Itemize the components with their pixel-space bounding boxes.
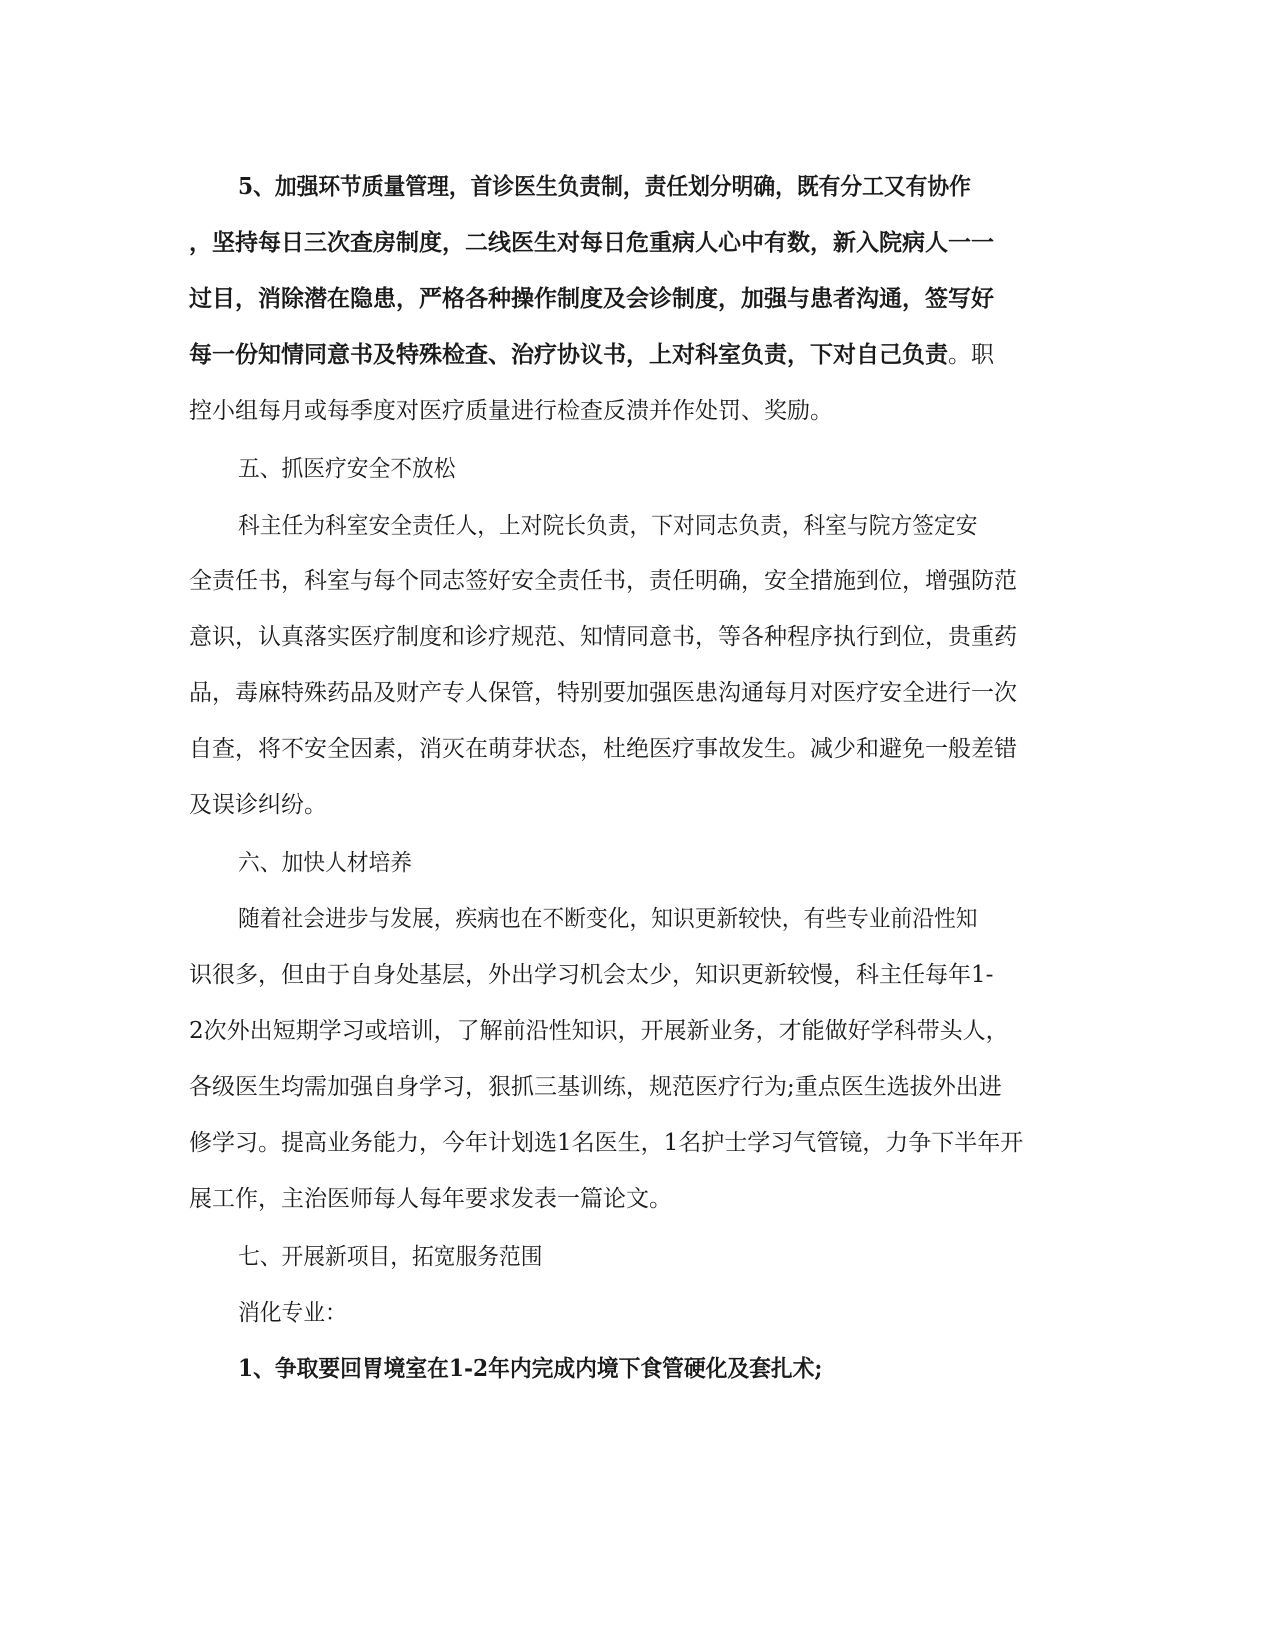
paragraph-line: 及误诊纠纷。 xyxy=(189,792,327,818)
paragraph-line: 全责任书，科室与每个同志签好安全责任书，责任明确，安全措施到位，增强防范 xyxy=(189,568,1017,594)
paragraph-line: 自查，将不安全因素，消灭在萌芽状态，杜绝医疗事故发生。减少和避免一般差错 xyxy=(189,736,1017,762)
paragraph-line: 展工作，主治医师每人每年要求发表一篇论文。 xyxy=(189,1186,672,1212)
bold-segment: 每一份知情同意书及特殊检查、治疗协议书，上对科室负责，下对自己负责 xyxy=(189,341,948,368)
paragraph-line: ，坚持每日三次查房制度，二线医生对每日危重病人心中有数，新入院病人一一 xyxy=(189,229,994,256)
section-heading: 七、开展新项目，拓宽服务范围 xyxy=(238,1244,543,1270)
paragraph-line: 品，毒麻特殊药品及财产专人保管，特别要加强医患沟通每月对医疗安全进行一次 xyxy=(189,680,1017,706)
subsection-label: 消化专业： xyxy=(238,1300,347,1326)
list-item: 1、争取要回胃境室在1-2年内完成内境下食管硬化及套扎术; xyxy=(238,1355,823,1382)
paragraph-line: 5、加强环节质量管理，首诊医生负责制，责任划分明确，既有分工又有协作 xyxy=(238,173,971,200)
paragraph-line: 控小组每月或每季度对医疗质量进行检查反溃并作处罚、奖励。 xyxy=(189,398,833,424)
section-heading: 五、抓医疗安全不放松 xyxy=(238,456,456,482)
paragraph-line: 识很多，但由于自身处基层，外出学习机会太少，知识更新较慢，科主任每年1- xyxy=(189,962,994,988)
section-heading: 六、加快人材培养 xyxy=(238,850,412,876)
paragraph-line: 意识，认真落实医疗制度和诊疗规范、知情同意书，等各种程序执行到位，贵重药 xyxy=(189,624,1017,650)
paragraph-line: 随着社会进步与发展，疾病也在不断变化，知识更新较快，有些专业前沿性知 xyxy=(238,906,978,932)
paragraph-line: 修学习。提高业务能力，今年计划选1名医生，1名护士学习气管镜，力争下半年开 xyxy=(189,1130,1024,1156)
paragraph-line-mixed xyxy=(189,340,1089,370)
paragraph-line: 科主任为科室安全责任人，上对院长负责，下对同志负责，科室与院方签定安 xyxy=(238,513,978,539)
paragraph-line: 各级医生均需加强自身学习，狠抓三基训练，规范医疗行为;重点医生选拔外出进 xyxy=(189,1074,1002,1100)
normal-segment: 。职 xyxy=(948,342,994,368)
paragraph-line: 过目，消除潜在隐患，严格各种操作制度及会诊制度，加强与患者沟通，签写好 xyxy=(189,285,994,312)
paragraph-line: 2次外出短期学习或培训，了解前沿性知识，开展新业务，才能做好学科带头人， xyxy=(189,1018,1009,1044)
